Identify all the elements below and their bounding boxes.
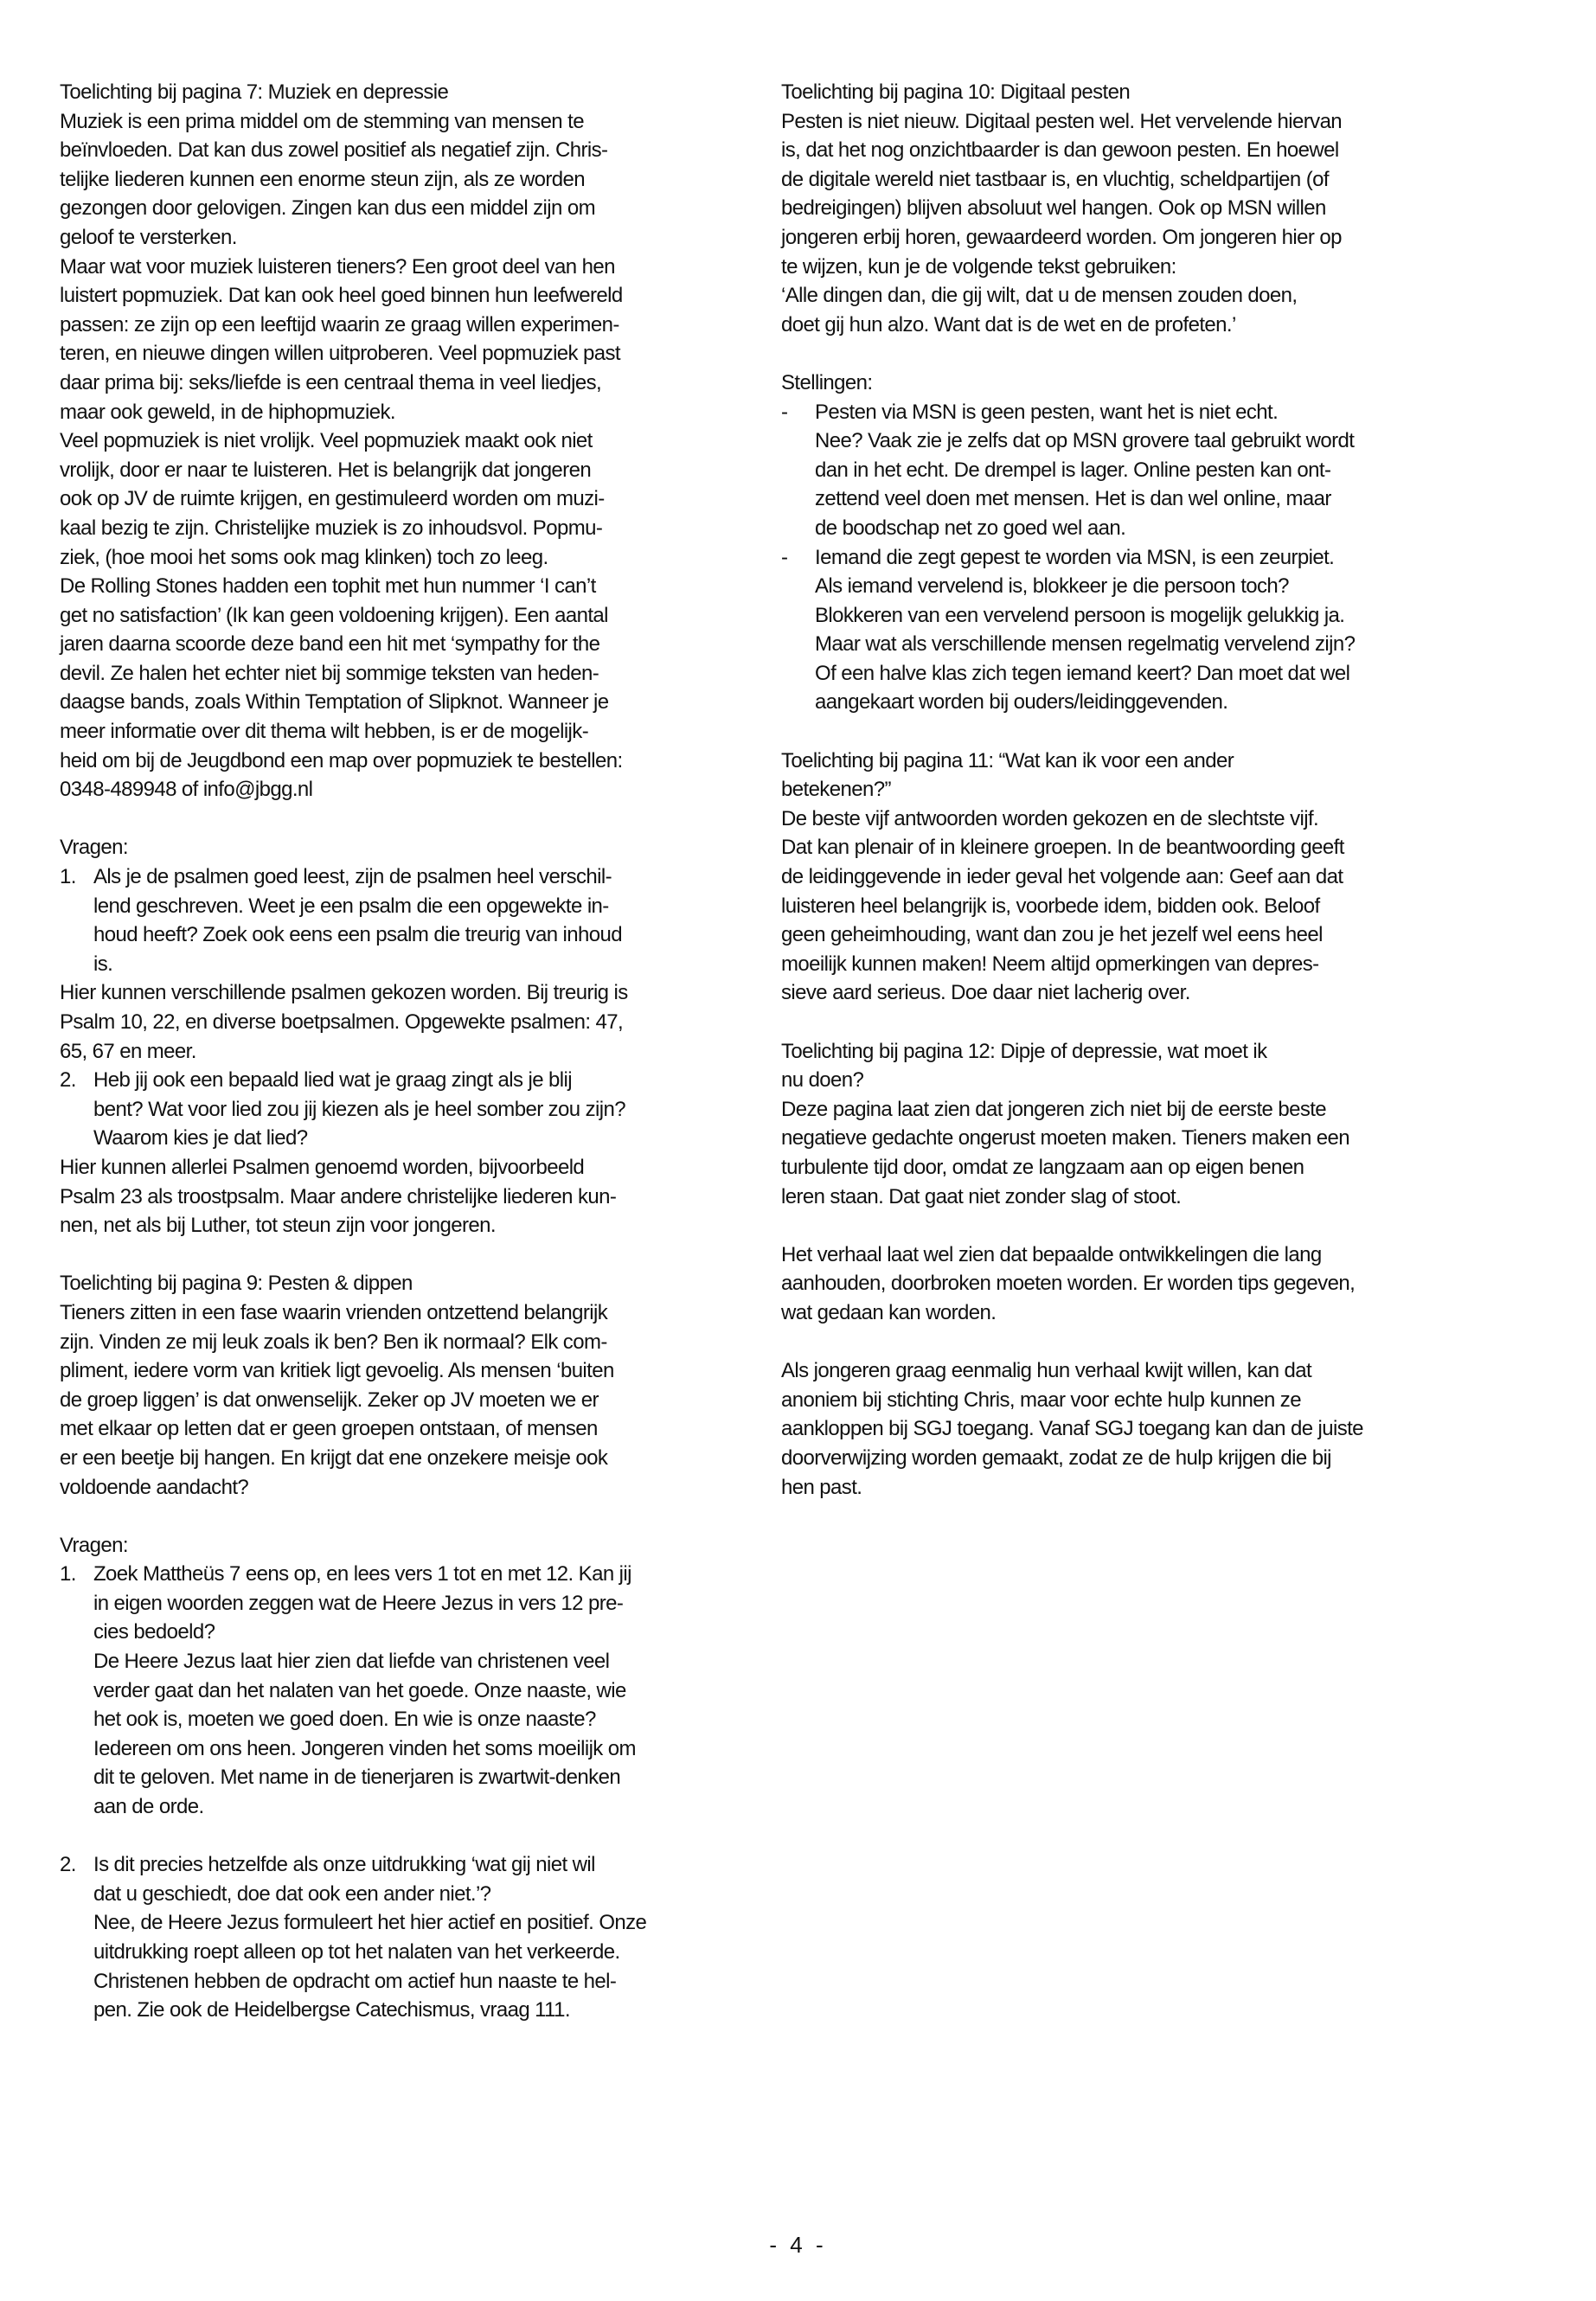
body-line: Het verhaal laat wel zien dat bepaalde ontwikkelingen die lang (781, 1242, 1322, 1266)
quote-line: ‘Alle dingen dan, die gij wilt, dat u de mensen zouden doen, (781, 284, 1298, 308)
paragraph-3 (781, 1356, 1465, 1502)
body-line: anoniem bij stichting Chris, maar voor echte hulp kunnen ze (781, 1388, 1301, 1412)
question-text: cies bedoeld? (93, 1620, 215, 1644)
question-text: bent? Wat voor lied zou jij kiezen als je heel somber zou zijn? (93, 1097, 625, 1121)
statement-1 (781, 398, 1465, 543)
question-text: in eigen woorden zeggen wat de Heere Jezus in vers 12 pre- (93, 1591, 624, 1615)
questions-label: Vragen: (60, 1533, 128, 1557)
question-text: Is dit precies hetzelfde als onze uitdrukking ‘wat gij niet wil (93, 1853, 595, 1877)
spacer (781, 1008, 1465, 1037)
body-line: Als jongeren graag eenmalig hun verhaal kwijt willen, kan dat (781, 1359, 1312, 1383)
body-line: de groep liggen’ is dat onwenselijk. Zeker op JV moeten we er (60, 1388, 599, 1412)
section-body (781, 804, 1465, 1008)
body-line: jongeren erbij horen, gewaardeerd worden. Om jongeren hier op (781, 225, 1342, 249)
answer-2 (60, 1153, 743, 1240)
body-line: hen past. (781, 1475, 862, 1499)
statement-text: Blokkeren van een vervelend persoon is mogelijk gelukkig ja. (815, 603, 1345, 627)
question-text: Waarom kies je dat lied? (93, 1126, 308, 1150)
section-body (781, 107, 1465, 340)
section-page-10-digital-bullying (781, 78, 1465, 717)
spacer (781, 339, 1465, 369)
body-line: passen: ze zijn op een leeftijd waarin ze graag willen experimen- (60, 312, 619, 336)
body-line: get no satisfaction’ (Ik kan geen voldoening krijgen). Een aantal (60, 603, 608, 627)
question-number: 1. (60, 865, 76, 889)
body-line: Veel popmuziek is niet vrolijk. Veel popmuziek maakt ook niet (60, 429, 593, 453)
body-line: Pesten is niet nieuw. Digitaal pesten wel. Het vervelende hiervan (781, 109, 1343, 133)
question-number: 1. (60, 1562, 76, 1586)
body-line: pliment, iedere vorm van kritiek ligt gevoelig. Als mensen ‘buiten (60, 1359, 614, 1383)
answer-text: Christenen hebben de opdracht om actief hun naaste te hel- (93, 1969, 617, 1993)
body-line: is, dat het nog onzichtbaarder is dan gewoon pesten. En hoewel (781, 138, 1339, 163)
question-1 (60, 862, 743, 978)
body-line: beïnvloeden. Dat kan dus zowel positief als negatief zijn. Chris- (60, 138, 608, 163)
statements-label: Stellingen: (781, 370, 873, 394)
answer-text: Iedereen om ons heen. Jongeren vinden het soms moeilijk om (93, 1736, 636, 1760)
body-line: jaren daarna scoorde deze band een hit met ‘sympathy for the (60, 632, 600, 657)
statement-text: zettend veel doen met mensen. Het is dan wel online, maar (815, 487, 1331, 511)
answer-text: dit te geloven. Met name in de tienerjaren is zwartwit-denken (93, 1766, 621, 1790)
statement-text: Iemand die zegt gepest te worden via MSN, is een zeurpiet. (815, 545, 1335, 569)
body-line: telijke liederen kunnen een enorme steun zijn, als ze worden (60, 167, 586, 191)
spacer (60, 1822, 743, 1851)
right-column (781, 78, 1465, 1502)
body-line: wat gedaan kan worden. (781, 1300, 997, 1324)
section-page-12-dip-or-depression (781, 1037, 1465, 1503)
body-line: de leidinggevende in ieder geval het volgende aan: Geef aan dat (781, 865, 1343, 889)
body-line: leren staan. Dat gaat niet zonder slag of stoot. (781, 1184, 1182, 1208)
answer-text: Psalm 23 als troostpsalm. Maar andere christelijke liederen kun- (60, 1184, 617, 1208)
contact-line: 0348-489948 of info@jbgg.nl (60, 778, 313, 802)
body-line: gezongen door gelovigen. Zingen kan dus een middel zijn om (60, 196, 595, 221)
answer-text: Psalm 10, 22, en diverse boetpsalmen. Opgewekte psalmen: 47, (60, 1010, 624, 1034)
body-line: Muziek is een prima middel om de stemming van mensen te (60, 109, 584, 133)
question-number: 2. (60, 1853, 76, 1877)
body-line: luistert popmuziek. Dat kan ook heel goed binnen hun leefwereld (60, 284, 623, 308)
spacer (781, 1328, 1465, 1357)
bullet-dash: - (781, 400, 788, 424)
question-text: is. (93, 952, 113, 976)
body-line: teren, en nieuwe dingen willen uitproberen. Veel popmuziek past (60, 342, 620, 366)
body-line: daagse bands, zoals Within Temptation of Slipknot. Wanneer je (60, 690, 609, 715)
section-page-11-what-can-i-mean (781, 747, 1465, 1008)
section-page-7-music-depression (60, 78, 743, 1240)
body-line: doorverwijzing worden gemaakt, zodat ze de hulp krijgen die bij (781, 1445, 1331, 1470)
section-heading: Toelichting bij pagina 7: Muziek en depressie (60, 80, 449, 104)
body-line: voldoende aandacht? (60, 1475, 249, 1499)
body-line: geen geheimhouding, want dan zou je het jezelf wel eens heel (781, 923, 1323, 947)
section-body (60, 1298, 743, 1502)
statement-text: aangekaart worden bij ouders/leidinggevenden. (815, 690, 1228, 715)
body-line: aanhouden, doorbroken moeten worden. Er worden tips gegeven, (781, 1272, 1356, 1296)
question-number: 2. (60, 1068, 76, 1093)
answer-text: aan de orde. (93, 1795, 204, 1819)
section-heading: Toelichting bij pagina 10: Digitaal pesten (781, 80, 1131, 104)
statement-text: dan in het echt. De drempel is lager. Online pesten kan ont- (815, 458, 1331, 482)
question-2 (60, 1850, 743, 2025)
spacer (60, 1240, 743, 1270)
section-heading: nu doen? (781, 1068, 864, 1093)
page-number: - 4 - (769, 2232, 827, 2258)
question-text: Als je de psalmen goed leest, zijn de psalmen heel verschil- (93, 865, 612, 889)
spacer (60, 1502, 743, 1531)
body-line: te wijzen, kun je de volgende tekst gebruiken: (781, 254, 1176, 279)
section-body (60, 107, 743, 804)
body-line: kaal bezig te zijn. Christelijke muziek is zo inhoudsvol. Popmu- (60, 516, 603, 540)
section-heading: Toelichting bij pagina 11: “Wat kan ik voor een ander (781, 748, 1234, 772)
question-text: Zoek Mattheüs 7 eens op, en lees vers 1 tot en met 12. Kan jij (93, 1562, 631, 1586)
body-line: vrolijk, door er naar te luisteren. Het is belangrijk dat jongeren (60, 458, 592, 482)
section-heading: Toelichting bij pagina 9: Pesten & dippen (60, 1272, 413, 1296)
section-page-9-bullying-dips (60, 1269, 743, 2024)
answer-text: verder gaat dan het nalaten van het goede. Onze naaste, wie (93, 1678, 626, 1702)
spacer (60, 804, 743, 834)
quote-line: doet gij hun alzo. Want dat is de wet en de profeten.’ (781, 312, 1236, 336)
statement-text: Pesten via MSN is geen pesten, want het is niet echt. (815, 400, 1279, 424)
paragraph-1 (781, 1095, 1465, 1211)
body-line: negatieve gedachte ongerust moeten maken. Tieners maken een (781, 1126, 1350, 1150)
answer-text: Nee, de Heere Jezus formuleert het hier actief en positief. Onze (93, 1911, 647, 1935)
body-line: sieve aard serieus. Doe daar niet lacherig over. (781, 981, 1190, 1005)
statement-text: Als iemand vervelend is, blokkeer je die persoon toch? (815, 574, 1289, 599)
body-line: turbulente tijd door, omdat ze langzaam aan op eigen benen (781, 1155, 1304, 1179)
body-line: zijn. Vinden ze mij leuk zoals ik ben? Ben ik normaal? Elk com- (60, 1330, 607, 1354)
question-text: Heb jij ook een bepaald lied wat je graag zingt als je blij (93, 1068, 572, 1093)
question-text: houd heeft? Zoek ook eens een psalm die treurig van inhoud (93, 923, 622, 947)
body-line: Dat kan plenair of in kleinere groepen. In de beantwoording geeft (781, 836, 1344, 860)
question-2 (60, 1066, 743, 1153)
statement-text: de boodschap net zo goed wel aan. (815, 516, 1126, 540)
answer-text: nen, net als bij Luther, tot steun zijn voor jongeren. (60, 1214, 496, 1238)
answer-text: Hier kunnen allerlei Psalmen genoemd worden, bijvoorbeeld (60, 1155, 585, 1179)
answer-1 (60, 978, 743, 1066)
body-line: bedreigingen) blijven absoluut wel hangen. Ook op MSN willen (781, 196, 1326, 221)
body-line: ook op JV de ruimte krijgen, en gestimuleerd worden om muzi- (60, 487, 605, 511)
statement-2 (781, 543, 1465, 718)
question-text: lend geschreven. Weet je een psalm die een opgewekte in- (93, 894, 609, 918)
spacer (781, 717, 1465, 747)
body-line: De Rolling Stones hadden een tophit met hun nummer ‘I can’t (60, 574, 596, 599)
answer-text: 65, 67 en meer. (60, 1039, 196, 1063)
body-line: heid om bij de Jeugdbond een map over popmuziek te bestellen: (60, 748, 623, 772)
answer-text: Hier kunnen verschillende psalmen gekozen worden. Bij treurig is (60, 981, 628, 1005)
questions-label: Vragen: (60, 836, 128, 860)
body-line: Deze pagina laat zien dat jongeren zich niet bij de eerste beste (781, 1097, 1327, 1121)
body-line: Tieners zitten in een fase waarin vrienden ontzettend belangrijk (60, 1300, 608, 1324)
body-line: meer informatie over dit thema wilt hebben, is er de mogelijk- (60, 720, 589, 744)
bullet-dash: - (781, 545, 788, 569)
answer-text: het ook is, moeten we goed doen. En wie is onze naaste? (93, 1708, 596, 1732)
body-line: met elkaar op letten dat er geen groepen ontstaan, of mensen (60, 1417, 598, 1441)
paragraph-2 (781, 1240, 1465, 1328)
body-line: de digitale wereld niet tastbaar is, en vluchtig, scheldpartijen (of (781, 167, 1329, 191)
question-1 (60, 1560, 743, 1821)
section-heading: Toelichting bij pagina 12: Dipje of depressie, wat moet ik (781, 1039, 1267, 1063)
statement-text: Nee? Vaak zie je zelfs dat op MSN grovere taal gebruikt wordt (815, 429, 1355, 453)
body-line: maar ook geweld, in de hiphopmuziek. (60, 400, 395, 424)
section-heading: betekenen?” (781, 778, 891, 802)
answer-text: De Heere Jezus laat hier zien dat liefde van christenen veel (93, 1650, 610, 1674)
body-line: aankloppen bij SGJ toegang. Vanaf SGJ toegang kan dan de juiste (781, 1417, 1363, 1441)
answer-text: uitdrukking roept alleen op tot het nalaten van het verkeerde. (93, 1940, 620, 1964)
body-line: De beste vijf antwoorden worden gekozen en de slechtste vijf. (781, 806, 1319, 830)
left-column (60, 78, 743, 2025)
question-text: dat u geschiedt, doe dat ook een ander niet.’? (93, 1881, 491, 1906)
body-line: moeilijk kunnen maken! Neem altijd opmerkingen van depres- (781, 952, 1319, 976)
body-line: Maar wat voor muziek luisteren tieners? Een groot deel van hen (60, 254, 615, 279)
answer-text: pen. Zie ook de Heidelbergse Catechismus, vraag 111. (93, 1998, 570, 2022)
statement-text: Maar wat als verschillende mensen regelmatig vervelend zijn? (815, 632, 1356, 657)
spacer (781, 1211, 1465, 1240)
body-line: luisteren heel belangrijk is, voorbede idem, bidden ook. Beloof (781, 894, 1320, 918)
body-line: daar prima bij: seks/liefde is een centraal thema in veel liedjes, (60, 370, 602, 394)
body-line: er een beetje bij hangen. En krijgt dat ene onzekere meisje ook (60, 1445, 608, 1470)
statement-text: Of een halve klas zich tegen iemand keert? Dan moet dat wel (815, 661, 1350, 685)
body-line: geloof te versterken. (60, 225, 237, 249)
body-line: devil. Ze halen het echter niet bij sommige teksten van heden- (60, 661, 599, 685)
body-line: ziek, (hoe mooi het soms ook mag klinken) toch zo leeg. (60, 545, 548, 569)
